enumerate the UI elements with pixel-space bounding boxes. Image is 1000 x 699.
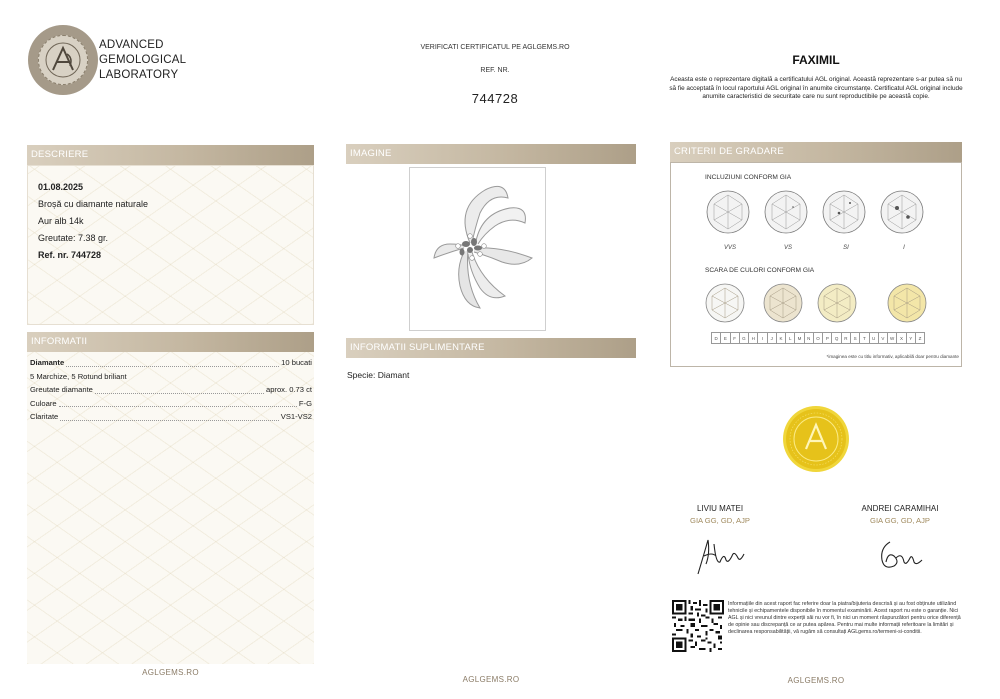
faximil-text: Aceasta este o reprezentare digitală a certificatului AGL original. Această reprezentare s-ar putea să nu să fie acceptată în locul raportului AGL original în anumite circumstanțe. Certificatul AGL original include anumite caracteristici de securitate care nu sunt reproductibile pe această copie.: [669, 76, 963, 100]
color-grade: G: [740, 333, 749, 343]
info-value: 10 bucati: [281, 358, 312, 367]
color-grade: X: [897, 333, 906, 343]
logo-wordmark: [99, 38, 186, 83]
color-grade: N: [805, 333, 814, 343]
clarity-label-vvs: VVS: [723, 245, 736, 251]
info-row-diamante: [30, 356, 312, 370]
color-grade: T: [860, 333, 869, 343]
informatii-panel: [27, 352, 314, 664]
descriere-ref: Ref. nr. 744728: [38, 250, 102, 260]
color-grade: Y: [907, 333, 916, 343]
criterii-panel: [670, 162, 962, 367]
agl-monogram-icon: [43, 40, 83, 80]
info-label: Greutate diamante: [30, 385, 93, 394]
descriere-metal: Aur alb 14k: [38, 216, 84, 226]
descriere-item: Broșă cu diamante naturale: [38, 199, 149, 209]
info-label: Claritate: [30, 412, 59, 421]
signature-title-2: GIA GG, GD, AJP: [870, 516, 930, 525]
color-grade: E: [721, 333, 730, 343]
imagine-header: IMAGINE: [346, 144, 636, 164]
logo-line-3: LABORATORY: [99, 69, 179, 81]
info-label: Diamante: [30, 358, 65, 367]
color-grade: O: [814, 333, 823, 343]
faximil-title: FAXIMIL: [792, 53, 840, 67]
clarity-label-si: SI: [843, 245, 849, 251]
brooch-image: [410, 168, 545, 330]
signature-title-1: GIA GG, GD, AJP: [690, 516, 750, 525]
color-grade: U: [870, 333, 879, 343]
color-grade: H: [749, 333, 758, 343]
verify-text: VERIFICATI CERTIFICATUL PE AGLGEMS.RO: [420, 44, 570, 51]
info-value: F-G: [298, 398, 312, 408]
info-row-culoare: [30, 397, 312, 411]
color-diamonds: [705, 282, 935, 326]
color-grade: W: [888, 333, 897, 343]
descriere-header: DESCRIERE: [27, 145, 314, 165]
signature-2-icon: [876, 536, 924, 576]
color-grade: R: [842, 333, 851, 343]
color-grade: S: [851, 333, 860, 343]
color-grade: K: [777, 333, 786, 343]
gold-seal-icon: [782, 405, 850, 473]
signature-1-icon: [694, 534, 748, 578]
signature-name-1: LIVIU MATEI: [696, 504, 744, 513]
color-grade: L: [786, 333, 795, 343]
signature-name-2: ANDREI CARAMIHAI: [861, 504, 939, 513]
inclusions-title: INCLUZIUNI CONFORM GIA: [705, 174, 792, 181]
info-label: 5 Marchize, 5 Rotund briliant: [30, 371, 127, 381]
criterii-header: CRITERII DE GRADARE: [670, 142, 962, 162]
specie-text: Specie: Diamant: [347, 370, 410, 380]
suplimentare-header: INFORMATII SUPLIMENTARE: [346, 338, 636, 358]
info-row-shapes: [30, 370, 312, 384]
criterii-note: *imaginea este cu titlu informativ, aplicabilă doar pentru diamante: [826, 354, 959, 359]
color-grade: F: [731, 333, 740, 343]
product-image: [409, 167, 546, 331]
info-row-greutate: [30, 383, 312, 397]
disclaimer-text: Informațiile din acest raport fac referire doar la piatra/bijuteria descrisă și au fost obținute utilizând tehnicile și echipamentele disponibile în momentul examinării. Acest raport nu este o garanție. Nici AGL și nici vreunul dintre experții săi nu vor fi, în nici un moment răspunzători pentru orice diferență de opinie sau discrepanță ce ar putea apărea. Pentru mai multe informații referitoare la limitări și declinarea responsabilității, vă rugăm să consultați AGLgems.ro/termeni-si-conditii.: [728, 601, 961, 635]
color-grade: D: [712, 333, 721, 343]
ref-number: 744728: [471, 91, 519, 106]
info-row-claritate: [30, 410, 312, 424]
color-grade: V: [879, 333, 888, 343]
informatii-header: INFORMATII: [27, 332, 314, 352]
descriere-date: 01.08.2025: [38, 182, 84, 192]
footer-link-center[interactable]: AGLGEMS.RO: [462, 675, 520, 684]
info-value: aprox. 0.73 ct: [265, 385, 312, 394]
color-grade: Q: [832, 333, 841, 343]
descriere-panel: [27, 165, 314, 325]
info-value: VS1-VS2: [280, 412, 312, 421]
qr-code-icon[interactable]: [672, 600, 724, 652]
footer-link-right[interactable]: AGLGEMS.RO: [787, 676, 845, 685]
color-scale-bar: [711, 332, 925, 344]
color-grade: Z: [918, 336, 922, 341]
color-grade: M: [795, 333, 804, 343]
gold-seal: [782, 405, 850, 473]
color-grade: J: [768, 333, 777, 343]
descriere-weight: Greutate: 7.38 gr.: [38, 233, 109, 243]
logo-line-1: ADVANCED: [99, 39, 164, 51]
info-label: Culoare: [30, 398, 57, 408]
agl-logo: [28, 25, 98, 95]
color-grade: I: [758, 333, 767, 343]
ref-label: REF. NR.: [480, 67, 510, 74]
clarity-diamonds: [705, 189, 935, 239]
clarity-label-i: I: [903, 245, 905, 251]
color-grade: P: [823, 333, 832, 343]
color-scale-title: SCARA DE CULORI CONFORM GIA: [705, 267, 815, 274]
footer-link-left[interactable]: AGLGEMS.RO: [142, 668, 199, 677]
clarity-label-vs: VS: [783, 245, 792, 251]
logo-line-2: GEMOLOGICAL: [99, 54, 187, 66]
